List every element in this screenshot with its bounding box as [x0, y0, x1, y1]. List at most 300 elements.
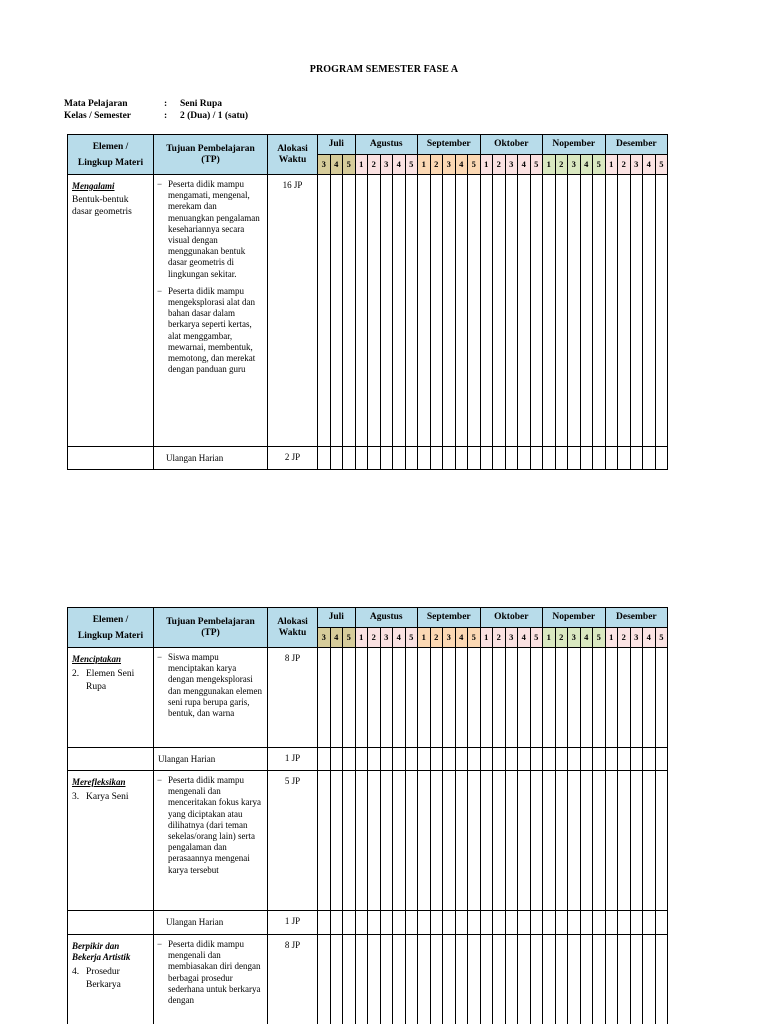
- week-cell: [530, 935, 543, 1024]
- month-header-nopember: Nopember: [543, 135, 606, 155]
- week-cell: [580, 447, 593, 470]
- semester-table-1: [67, 134, 668, 470]
- week-cell: [643, 935, 656, 1024]
- week-cell: [468, 771, 481, 911]
- element-description: Prosedur Berkarya: [86, 967, 121, 990]
- week-cell: [543, 911, 556, 935]
- week-cell: [405, 771, 418, 911]
- week-cell: [593, 175, 606, 447]
- week-cell: [380, 175, 393, 447]
- meta-class-colon: :: [164, 111, 168, 121]
- week-cell: [643, 648, 656, 748]
- week-cell: [505, 748, 518, 771]
- header-alokasi-line2: Waktu: [278, 154, 307, 165]
- week-cell: [355, 175, 368, 447]
- alokasi-cell: 5 JP: [268, 771, 318, 911]
- table-row: [68, 748, 668, 771]
- week-cell: [543, 175, 556, 447]
- week-header-september-3: 3: [443, 155, 456, 175]
- alokasi-cell: 2 JP: [268, 447, 318, 470]
- week-cell: [568, 935, 581, 1024]
- element-cell: [68, 771, 154, 911]
- element-numbered: [72, 791, 149, 804]
- week-cell: [505, 175, 518, 447]
- week-cell: [630, 648, 643, 748]
- week-cell: [405, 175, 418, 447]
- month-header-agustus: Agustus: [355, 135, 418, 155]
- week-header-september-1: 1: [418, 155, 431, 175]
- week-header-desember-5: 5: [655, 628, 668, 648]
- tujuan-cell: [154, 648, 268, 748]
- week-cell: [343, 447, 356, 470]
- week-cell: [655, 447, 668, 470]
- week-cell: [418, 447, 431, 470]
- week-cell: [405, 648, 418, 748]
- week-cell: [343, 175, 356, 447]
- week-cell: [343, 911, 356, 935]
- dash-bullet: −: [157, 939, 163, 949]
- table-row: [68, 911, 668, 935]
- month-header-september: September: [418, 135, 481, 155]
- table-row: [68, 447, 668, 470]
- element-numbered: [72, 668, 149, 694]
- week-header-september-2: 2: [430, 628, 443, 648]
- week-cell: [355, 935, 368, 1024]
- week-cell: [480, 748, 493, 771]
- week-header-agustus-4: 4: [393, 628, 406, 648]
- header-tujuan: [154, 608, 268, 648]
- week-cell: [630, 771, 643, 911]
- header-tujuan: [154, 135, 268, 175]
- week-header-oktober-5: 5: [530, 155, 543, 175]
- meta-class-key: Kelas / Semester: [64, 111, 132, 121]
- week-cell: [555, 935, 568, 1024]
- week-cell: [443, 771, 456, 911]
- week-header-september-5: 5: [468, 628, 481, 648]
- week-cell: [568, 175, 581, 447]
- week-cell: [593, 935, 606, 1024]
- week-cell: [380, 648, 393, 748]
- week-cell: [593, 648, 606, 748]
- week-cell: [430, 648, 443, 748]
- week-header-agustus-5: 5: [405, 628, 418, 648]
- week-header-september-3: 3: [443, 628, 456, 648]
- week-cell: [580, 911, 593, 935]
- week-cell: [505, 447, 518, 470]
- week-cell: [643, 447, 656, 470]
- header-elemen-line1: Elemen /: [92, 614, 129, 625]
- week-header-agustus-5: 5: [405, 155, 418, 175]
- tujuan-item: [157, 179, 263, 280]
- week-cell: [393, 447, 406, 470]
- week-header-nopember-5: 5: [593, 628, 606, 648]
- week-cell: [543, 771, 556, 911]
- week-cell: [493, 648, 506, 748]
- meta-subject: [64, 98, 248, 110]
- week-header-nopember-1: 1: [543, 155, 556, 175]
- tujuan-text: Peserta didik mampu mengenali dan menceritakan fokus karya yang diciptakan atau dilihatnya (dari teman sekelas/orang lain) serta pengalaman dan perasaannya mengenai karya tersebut: [168, 775, 261, 875]
- week-header-desember-4: 4: [643, 628, 656, 648]
- week-cell: [618, 748, 631, 771]
- tujuan-cell: [154, 935, 268, 1024]
- week-cell: [393, 748, 406, 771]
- week-cell: [543, 935, 556, 1024]
- month-header-juli: Juli: [318, 608, 356, 628]
- week-cell: [568, 447, 581, 470]
- week-cell: [430, 771, 443, 911]
- week-cell: [568, 911, 581, 935]
- week-cell: [318, 447, 331, 470]
- week-header-juli-5: 5: [343, 628, 356, 648]
- week-cell: [430, 935, 443, 1024]
- week-header-oktober-1: 1: [480, 628, 493, 648]
- week-cell: [330, 447, 343, 470]
- month-header-oktober: Oktober: [480, 135, 543, 155]
- week-cell: [593, 771, 606, 911]
- element-description: Elemen Seni Rupa: [86, 669, 135, 692]
- ulangan-harian-cell: Ulangan Harian: [154, 447, 268, 470]
- header-tujuan-line1: Tujuan Pembelajaran: [166, 143, 255, 154]
- meta-subject-colon: :: [164, 99, 168, 109]
- header-row-months: [68, 135, 668, 155]
- week-cell: [393, 175, 406, 447]
- week-cell: [443, 748, 456, 771]
- week-header-september-5: 5: [468, 155, 481, 175]
- week-cell: [405, 935, 418, 1024]
- week-cell: [493, 935, 506, 1024]
- week-header-desember-2: 2: [618, 155, 631, 175]
- week-cell: [568, 748, 581, 771]
- week-cell: [455, 911, 468, 935]
- week-cell: [543, 447, 556, 470]
- alokasi-cell: 1 JP: [268, 748, 318, 771]
- week-cell: [493, 911, 506, 935]
- week-cell: [455, 648, 468, 748]
- week-cell: [443, 175, 456, 447]
- week-cell: [318, 748, 331, 771]
- week-cell: [518, 175, 531, 447]
- week-cell: [530, 175, 543, 447]
- week-cell: [580, 748, 593, 771]
- week-cell: [518, 911, 531, 935]
- week-header-agustus-1: 1: [355, 155, 368, 175]
- week-cell: [430, 175, 443, 447]
- week-cell: [630, 911, 643, 935]
- element-cell: [68, 935, 154, 1024]
- week-cell: [468, 447, 481, 470]
- week-cell: [530, 447, 543, 470]
- week-cell: [580, 648, 593, 748]
- week-cell: [505, 911, 518, 935]
- meta-block: [64, 98, 248, 122]
- week-cell: [618, 911, 631, 935]
- week-cell: [618, 648, 631, 748]
- header-alokasi-line1: Alokasi: [277, 143, 308, 154]
- month-header-desember: Desember: [605, 608, 668, 628]
- header-tujuan-line2: (TP): [201, 154, 220, 165]
- week-cell: [318, 175, 331, 447]
- header-alokasi: [268, 608, 318, 648]
- week-cell: [593, 911, 606, 935]
- header-alokasi: [268, 135, 318, 175]
- tujuan-text: Peserta didik mampu mengamati, mengenal, merekam dan menuangkan pengalaman kesehariannya secara visual dengan menggunakan bentuk dasar geometris di lingkungan sekitar.: [168, 179, 260, 279]
- week-cell: [330, 935, 343, 1024]
- table-row: [68, 935, 668, 1024]
- week-cell: [480, 648, 493, 748]
- week-cell: [630, 935, 643, 1024]
- week-cell: [468, 175, 481, 447]
- week-cell: [330, 911, 343, 935]
- week-cell: [355, 447, 368, 470]
- tujuan-item: [157, 286, 263, 376]
- element-cell: [68, 175, 154, 447]
- element-numbered: [72, 966, 149, 992]
- week-header-oktober-2: 2: [493, 155, 506, 175]
- header-elemen-line2: Lingkup Materi: [77, 157, 144, 168]
- month-header-nopember: Nopember: [543, 608, 606, 628]
- dash-bullet: −: [157, 285, 163, 296]
- week-cell: [643, 175, 656, 447]
- week-cell: [318, 771, 331, 911]
- week-cell: [468, 935, 481, 1024]
- week-header-september-1: 1: [418, 628, 431, 648]
- week-cell: [480, 175, 493, 447]
- week-cell: [605, 771, 618, 911]
- week-cell: [530, 771, 543, 911]
- week-header-oktober-5: 5: [530, 628, 543, 648]
- element-title: Menciptakan: [72, 654, 122, 664]
- element-title: Merefleksikan: [72, 777, 126, 787]
- week-cell: [330, 648, 343, 748]
- week-cell: [355, 911, 368, 935]
- week-cell: [330, 175, 343, 447]
- alokasi-cell: 16 JP: [268, 175, 318, 447]
- week-header-juli-4: 4: [330, 155, 343, 175]
- week-cell: [318, 648, 331, 748]
- tujuan-text: Siswa mampu menciptakan karya dengan mengeksplorasi dan menggunakan elemen seni rupa berupa garis, bentuk, dan warna: [168, 652, 262, 719]
- week-cell: [630, 748, 643, 771]
- week-cell: [443, 911, 456, 935]
- week-cell: [480, 935, 493, 1024]
- week-cell: [493, 175, 506, 447]
- header-elemen: [68, 135, 154, 175]
- week-cell: [418, 935, 431, 1024]
- element-number: 2.: [72, 669, 80, 679]
- week-cell: [405, 447, 418, 470]
- week-cell: [555, 911, 568, 935]
- week-cell: [380, 748, 393, 771]
- header-alokasi-line1: Alokasi: [277, 616, 308, 627]
- element-cell: [68, 648, 154, 748]
- week-header-nopember-2: 2: [555, 628, 568, 648]
- week-cell: [330, 771, 343, 911]
- week-header-desember-5: 5: [655, 155, 668, 175]
- week-cell: [368, 447, 381, 470]
- element-cell-empty: [68, 748, 154, 771]
- month-header-oktober: Oktober: [480, 608, 543, 628]
- week-cell: [480, 771, 493, 911]
- table-row: [68, 175, 668, 447]
- week-cell: [380, 771, 393, 911]
- week-cell: [368, 911, 381, 935]
- week-cell: [318, 911, 331, 935]
- week-cell: [643, 911, 656, 935]
- week-cell: [518, 771, 531, 911]
- dash-bullet: −: [157, 652, 163, 662]
- tujuan-item: [157, 939, 263, 1006]
- alokasi-cell: 8 JP: [268, 648, 318, 748]
- week-header-september-4: 4: [455, 155, 468, 175]
- week-header-agustus-2: 2: [368, 155, 381, 175]
- week-cell: [343, 648, 356, 748]
- week-header-september-2: 2: [430, 155, 443, 175]
- element-title: Mengalami: [72, 181, 115, 191]
- week-cell: [368, 175, 381, 447]
- week-cell: [593, 447, 606, 470]
- week-cell: [368, 771, 381, 911]
- week-header-juli-3: 3: [318, 155, 331, 175]
- week-cell: [568, 771, 581, 911]
- week-cell: [480, 447, 493, 470]
- week-header-juli-4: 4: [330, 628, 343, 648]
- week-header-nopember-5: 5: [593, 155, 606, 175]
- week-header-agustus-1: 1: [355, 628, 368, 648]
- week-cell: [618, 771, 631, 911]
- ulangan-harian-cell: Ulangan Harian: [154, 748, 268, 771]
- week-header-oktober-1: 1: [480, 155, 493, 175]
- week-cell: [555, 648, 568, 748]
- table-row: [68, 771, 668, 911]
- meta-subject-key: Mata Pelajaran: [64, 99, 128, 109]
- meta-subject-value: Seni Rupa: [180, 99, 222, 109]
- week-header-nopember-2: 2: [555, 155, 568, 175]
- week-cell: [655, 771, 668, 911]
- month-header-agustus: Agustus: [355, 608, 418, 628]
- week-cell: [580, 935, 593, 1024]
- week-cell: [518, 935, 531, 1024]
- week-cell: [330, 748, 343, 771]
- header-tujuan-line2: (TP): [201, 627, 220, 638]
- week-cell: [530, 648, 543, 748]
- dash-bullet: −: [157, 179, 163, 189]
- week-cell: [393, 911, 406, 935]
- week-cell: [580, 771, 593, 911]
- week-cell: [555, 447, 568, 470]
- header-elemen-line2: Lingkup Materi: [77, 630, 144, 641]
- week-header-desember-1: 1: [605, 155, 618, 175]
- week-cell: [605, 935, 618, 1024]
- week-cell: [443, 935, 456, 1024]
- week-header-agustus-2: 2: [368, 628, 381, 648]
- week-cell: [468, 911, 481, 935]
- month-header-juli: Juli: [318, 135, 356, 155]
- month-header-desember: Desember: [605, 135, 668, 155]
- week-cell: [418, 175, 431, 447]
- week-header-desember-2: 2: [618, 628, 631, 648]
- week-header-juli-3: 3: [318, 628, 331, 648]
- week-cell: [555, 175, 568, 447]
- week-header-nopember-4: 4: [580, 628, 593, 648]
- tujuan-text: Peserta didik mampu mengenali dan membiasakan diri dengan berbagai prosedur sederhana untuk berkarya dengan: [168, 939, 261, 1006]
- week-header-oktober-4: 4: [518, 628, 531, 648]
- week-cell: [443, 447, 456, 470]
- week-cell: [380, 935, 393, 1024]
- week-header-oktober-2: 2: [493, 628, 506, 648]
- week-cell: [368, 748, 381, 771]
- week-header-agustus-3: 3: [380, 628, 393, 648]
- week-header-desember-4: 4: [643, 155, 656, 175]
- week-cell: [618, 447, 631, 470]
- week-cell: [655, 935, 668, 1024]
- week-cell: [493, 447, 506, 470]
- tujuan-cell: [154, 771, 268, 911]
- element-number: 4.: [72, 967, 80, 977]
- week-cell: [568, 648, 581, 748]
- week-cell: [530, 748, 543, 771]
- element-description: Karya Seni: [86, 792, 129, 802]
- week-cell: [630, 175, 643, 447]
- week-header-desember-1: 1: [605, 628, 618, 648]
- week-cell: [518, 648, 531, 748]
- week-cell: [318, 935, 331, 1024]
- week-cell: [455, 748, 468, 771]
- week-cell: [393, 771, 406, 911]
- ulangan-harian-cell: Ulangan Harian: [154, 911, 268, 935]
- tujuan-cell: [154, 175, 268, 447]
- week-cell: [368, 935, 381, 1024]
- header-alokasi-line2: Waktu: [278, 627, 307, 638]
- element-description: Bentuk-bentuk dasar geometris: [72, 195, 132, 217]
- week-cell: [380, 447, 393, 470]
- week-header-nopember-1: 1: [543, 628, 556, 648]
- week-cell: [355, 771, 368, 911]
- week-cell: [543, 648, 556, 748]
- week-cell: [505, 771, 518, 911]
- week-cell: [643, 771, 656, 911]
- week-cell: [593, 748, 606, 771]
- meta-class-semester: [64, 110, 248, 122]
- dash-bullet: −: [157, 775, 163, 785]
- header-elemen-line1: Elemen /: [92, 141, 129, 152]
- tujuan-item: [157, 652, 263, 719]
- week-cell: [455, 175, 468, 447]
- element-title: Berpikir dan Bekerja Artistik: [72, 941, 131, 962]
- week-cell: [605, 748, 618, 771]
- week-header-desember-3: 3: [630, 155, 643, 175]
- week-header-oktober-4: 4: [518, 155, 531, 175]
- week-cell: [468, 748, 481, 771]
- week-cell: [605, 447, 618, 470]
- week-header-oktober-3: 3: [505, 155, 518, 175]
- week-cell: [468, 648, 481, 748]
- week-cell: [405, 748, 418, 771]
- header-tujuan-line1: Tujuan Pembelajaran: [166, 616, 255, 627]
- week-cell: [643, 748, 656, 771]
- week-cell: [430, 911, 443, 935]
- week-cell: [393, 648, 406, 748]
- element-number: 3.: [72, 792, 80, 802]
- week-header-agustus-3: 3: [380, 155, 393, 175]
- week-cell: [343, 748, 356, 771]
- header-row-months: [68, 608, 668, 628]
- week-cell: [455, 447, 468, 470]
- week-cell: [505, 935, 518, 1024]
- week-header-nopember-3: 3: [568, 155, 581, 175]
- week-cell: [430, 748, 443, 771]
- table-row: [68, 648, 668, 748]
- week-header-nopember-3: 3: [568, 628, 581, 648]
- week-cell: [493, 771, 506, 911]
